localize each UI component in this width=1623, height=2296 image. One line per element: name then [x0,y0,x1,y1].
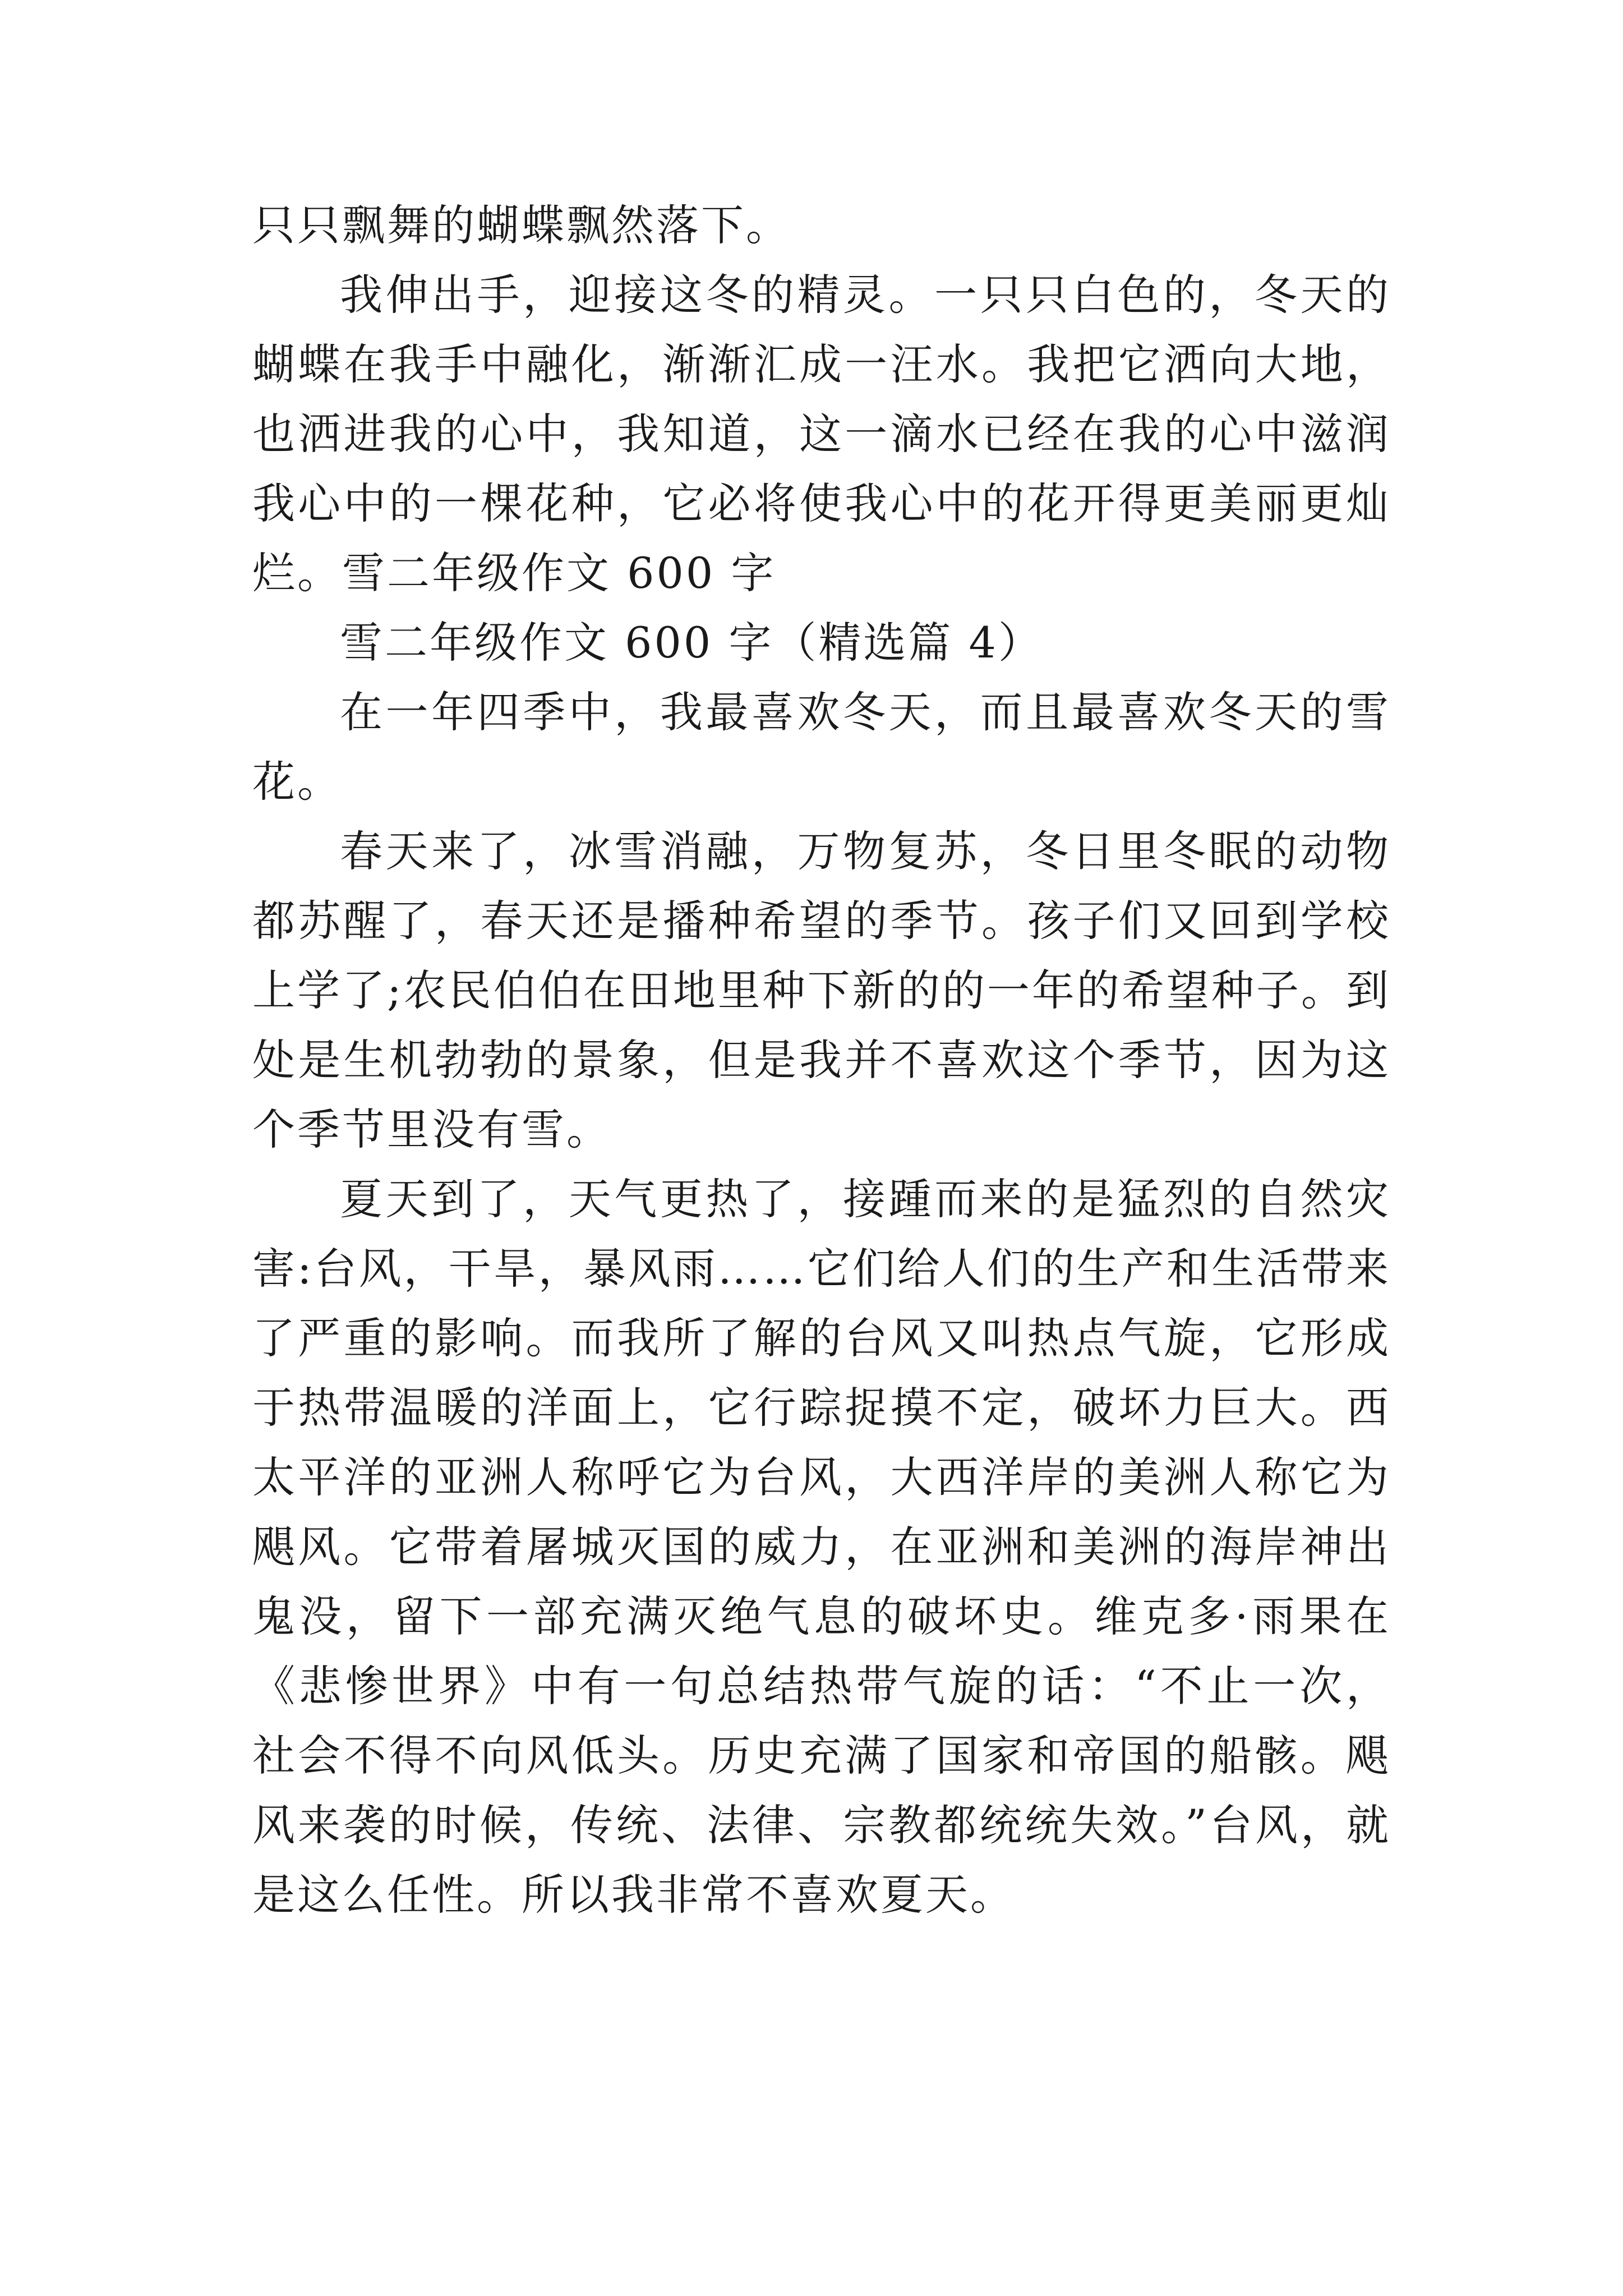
document-body [252,191,1391,1930]
paragraph-snow-butterflies: 我伸出手，迎接这冬的精灵。一只只白色的，冬天的蝴蝶在我手中融化，渐渐汇成一汪水。我把它洒向大地，也洒进我的心中，我知道，这一滴水已经在我的心中滋润我心中的一棵花种，它必将使我心中的花开得更美丽更灿烂。雪二年级作文 600 字 [252,270,1391,598]
paragraph-continuation: 只只飘舞的蝴蝶飘然落下。 [252,200,791,250]
paragraph-summer: 夏天到了，天气更热了，接踵而来的是猛烈的自然灾害:台风，干旱，暴风雨……它们给人们的生产和生活带来了严重的影响。而我所了解的台风又叫热点气旋，它形成于热带温暖的洋面上，它行踪捉摸不定，破坏力巨大。西太平洋的亚洲人称呼它为台风，大西洋岸的美洲人称它为飓风。它带着屠城灭国的威力，在亚洲和美洲的海岸神出鬼没，留下一部充满灭绝气息的破坏史。维克多·雨果在《悲惨世界》中有一句总结热带气旋的话：“不止一次，社会不得不向风低头。历史充满了国家和帝国的船骸。飓风来袭的时候，传统、法律、宗教都统统失效。”台风，就是这么任性。所以我非常不喜欢夏天。 [252,1174,1391,1920]
section-heading: 雪二年级作文 600 字（精选篇 4） [340,618,1043,668]
paragraph-spring: 春天来了，冰雪消融，万物复苏，冬日里冬眠的动物都苏醒了，春天还是播种希望的季节。孩子们又回到学校上学了;农民伯伯在田地里种下新的的一年的希望种子。到处是生机勃勃的景象，但是我并不喜欢这个季节，因为这个季节里没有雪。 [252,826,1391,1154]
paragraph-four-seasons: 在一年四季中，我最喜欢冬天，而且最喜欢冬天的雪花。 [252,687,1391,807]
